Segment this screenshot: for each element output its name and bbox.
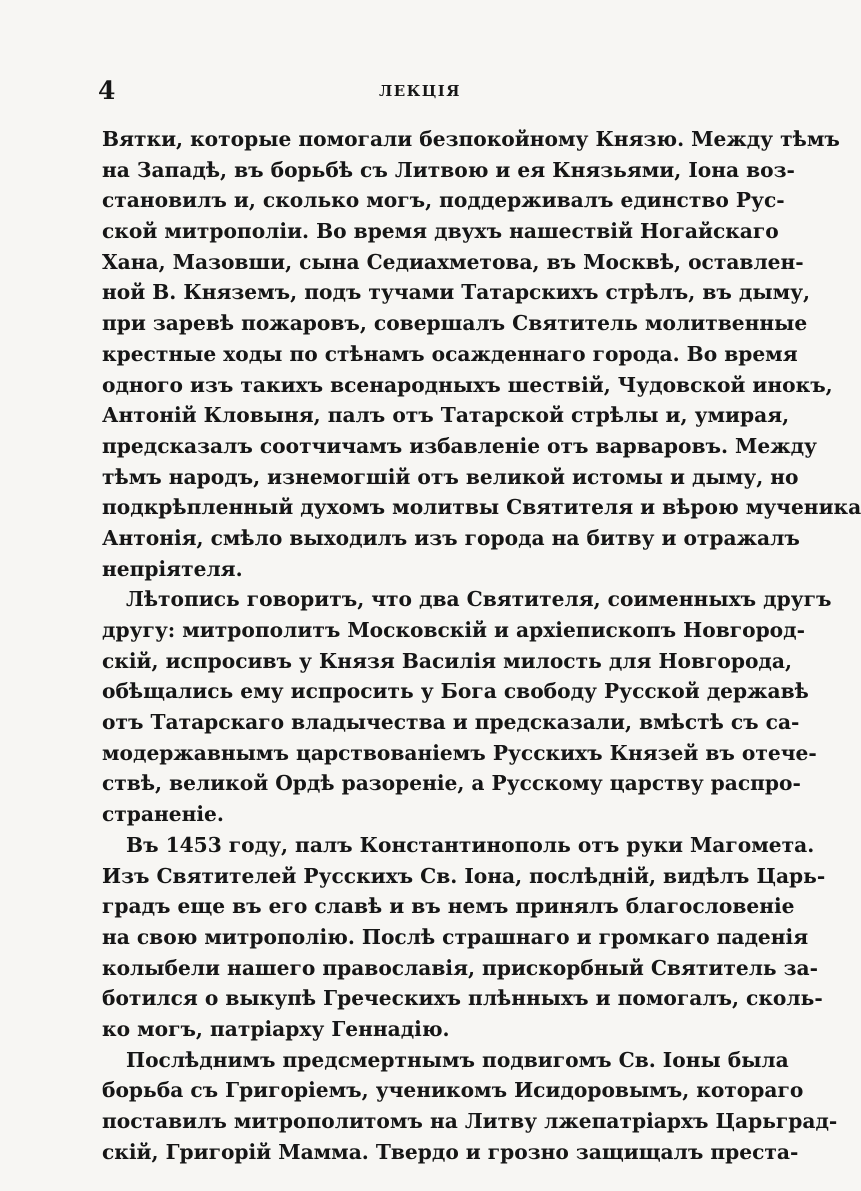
page-header <box>0 76 840 106</box>
running-title: ЛЕКЦІЯ <box>378 82 462 100</box>
text-line: одного изъ такихъ всенародныхъ шествій, Чудовской инокъ, <box>102 372 833 397</box>
page-number: 4 <box>98 76 116 105</box>
text-line: на свою митрополію. Послѣ страшнаго и громкаго паденія <box>102 924 809 949</box>
text-line: ской митрополіи. Во время двухъ нашествій Ногайскаго <box>102 219 779 244</box>
text-line: ко могъ, патріарху Геннадію. <box>102 1016 450 1041</box>
text-line: тѣмъ народъ, изнемогшій отъ великой истомы и дыму, но <box>102 464 799 489</box>
text-line: Изъ Святителей Русскихъ Св. Іона, послѣдній, видѣлъ Царь- <box>102 863 826 888</box>
text-line: непріятеля. <box>102 556 243 581</box>
text-line: модержавнымъ царствованіемъ Русскихъ Князей въ отече- <box>102 740 817 765</box>
text-line: отъ Татарскаго владычества и предсказали, вмѣстѣ съ са- <box>102 710 800 735</box>
text-line: страненіе. <box>102 802 224 827</box>
text-line: Лѣтопись говоритъ, что два Святителя, соименныхъ другъ <box>126 587 832 612</box>
text-line: Вятки, которые помогали безпокойному Князю. Между тѣмъ <box>102 127 840 151</box>
text-line: скій, Григорій Мамма. Твердо и грозно защищалъ преста- <box>102 1139 799 1164</box>
body-text <box>102 124 861 1167</box>
text-line: на Западѣ, въ борьбѣ съ Литвою и ея Князьями, Іона воз- <box>102 157 795 182</box>
text-line: борьба съ Григоріемъ, ученикомъ Исидоровымъ, котораго <box>102 1078 804 1103</box>
text-line: ствѣ, великой Ордѣ разореніе, а Русскому царству распро- <box>102 771 801 796</box>
text-line: при заревѣ пожаровъ, совершалъ Святитель молитвенные <box>102 311 808 336</box>
text-line: градъ еще въ его славѣ и въ немъ принялъ благословеніе <box>102 894 795 919</box>
text-line: Антоній Кловыня, палъ отъ Татарской стрѣлы и, умирая, <box>102 403 790 428</box>
text-line: ботился о выкупѣ Греческихъ плѣнныхъ и помогалъ, сколь- <box>102 986 823 1011</box>
text-line: другу: митрополитъ Московскій и архіепископъ Новгород- <box>102 618 805 642</box>
text-line: поставилъ митрополитомъ на Литву лжепатріархъ Царьград- <box>102 1109 838 1133</box>
text-line: подкрѣпленный духомъ молитвы Святителя и вѣрою мученика <box>102 495 861 520</box>
text-line: предсказалъ соотчичамъ избавленіе отъ варваровъ. Между <box>102 433 817 458</box>
text-line: Антонія, смѣло выходилъ изъ города на битву и отражалъ <box>102 525 800 550</box>
text-line: Хана, Мазовши, сына Седиахметова, въ Москвѣ, оставлен- <box>102 249 804 274</box>
text-line: колыбели нашего православія, прискорбный Святитель за- <box>102 955 818 980</box>
text-line: становилъ и, сколько могъ, поддерживалъ единство Рус- <box>102 188 785 213</box>
text-line: Послѣднимъ предсмертнымъ подвигомъ Св. Іоны была <box>126 1047 789 1072</box>
text-line: ной В. Княземъ, подъ тучами Татарскихъ стрѣлъ, въ дыму, <box>102 280 811 305</box>
text-line: обѣщались ему испросить у Бога свободу Русской державѣ <box>102 679 809 704</box>
text-line: Въ 1453 году, палъ Константинополь отъ руки Магомета. <box>126 832 815 857</box>
text-line: скій, испросивъ у Князя Василія милость для Новгорода, <box>102 648 792 673</box>
text-line: крестные ходы по стѣнамъ осажденнаго города. Во время <box>102 341 798 366</box>
